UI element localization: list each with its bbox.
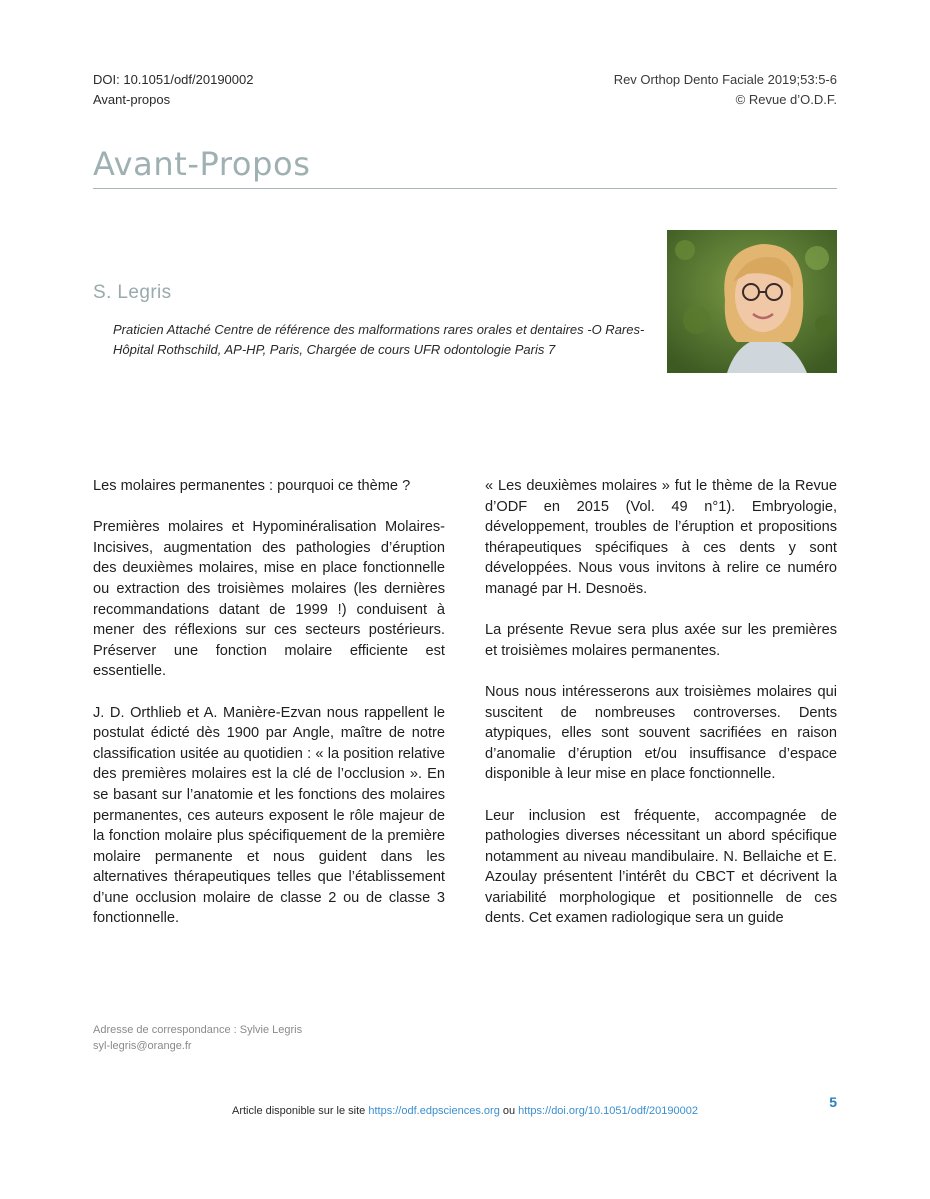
paragraph: Leur inclusion est fréquente, accompagnée de pathologies diverses nécessitant un abord spécifique notamment au niveau mandibulaire. N. Bellaiche et E. Azoulay présentent l’intérêt du CBCT et décrivent la variabilité morphologique et positionnelle de ces dents. Cet examen radiologique sera un guide [485,807,837,927]
paragraph: J. D. Orthlieb et A. Manière-Ezvan nous rappellent le postulat édicté dès 1900 par Angle, maître de notre classification usitée au quotidien : « la position relative des premières molaires est la clé de l’occlusion ». En se basant sur l’anatomie et les fonctions des molaires permanentes, ces auteurs exposent le rôle majeur de la fonction molaire plus spécifiquement de la première molaire permanente et nous guident dans les alternatives thérapeutiques telles que l’établissement d’une occlusion molaire de classe 2 ou de classe 3 fonctionnelle. [93,704,445,927]
journal-citation: Rev Orthop Dento Faciale 2019;53:5-6 [613,72,837,87]
footer-middle: ou [499,1105,519,1117]
doi-link[interactable]: https://doi.org/10.1051/odf/20190002 [518,1105,698,1117]
running-header-left [93,70,253,110]
copyright-text: © Revue d’O.D.F. [735,92,837,107]
section-label: Avant-propos [93,92,171,107]
title-divider [93,188,837,189]
author-name: S. Legris [93,282,172,303]
footer-availability [0,1105,930,1117]
paragraph: La présente Revue sera plus axée sur les premières et troisièmes molaires permanentes. [485,622,837,659]
paragraph: Nous nous intéresserons aux troisièmes molaires qui suscitent de nombreuses controverses. Dents atypiques, elles sont souvent sacrifiées en raison d’anomalie d’éruption et/ou insuffisance d’espace disponible à leur mise en place fonctionnelle. [485,683,837,783]
section-heading: Les molaires permanentes : pourquoi ce thème ? [93,478,411,494]
page-number: 5 [829,1094,837,1110]
correspondence-block [93,1022,302,1054]
paragraph: Premières molaires et Hypominéralisation Molaires-Incisives, augmentation des pathologies d’éruption des deuxièmes molaires, mise en place fonctionnelle ou extraction des troisièmes molaires (les dernières recommandations datant de 1999 !) conduisent à mener des réflexions sur ces secteurs postérieurs. Préserver une fonction molaire efficiente est essentielle. [93,519,445,680]
left-column [93,476,445,929]
running-header-right [614,70,837,110]
paragraph: « Les deuxièmes molaires » fut le thème de la Revue d’ODF en 2015 (Vol. 49 n°1). Embryologie, développement, troubles de l’éruption et propositions thérapeutiques spécifiques à ces dents y sont développées. Nous vous invitons à relire ce numéro managé par H. Desnoës. [485,478,837,597]
footer-prefix: Article disponible sur le site [232,1105,369,1117]
author-affiliation: Praticien Attaché Centre de référence des malformations rares orales et dentaires -O Rares-Hôpital Rothschild, AP-HP, Paris, Chargée de cours UFR odontologie Paris 7 [113,322,645,357]
doi-text: DOI: 10.1051/odf/20190002 [93,72,254,87]
author-photo [667,230,837,373]
page-title: Avant-Propos [93,145,311,183]
right-column [485,476,837,929]
correspondence-email[interactable]: syl-legris@orange.fr [93,1040,192,1052]
journal-site-link[interactable]: https://odf.edpsciences.org [368,1105,500,1117]
correspondence-name: Adresse de correspondance : Sylvie Legris [93,1024,303,1036]
